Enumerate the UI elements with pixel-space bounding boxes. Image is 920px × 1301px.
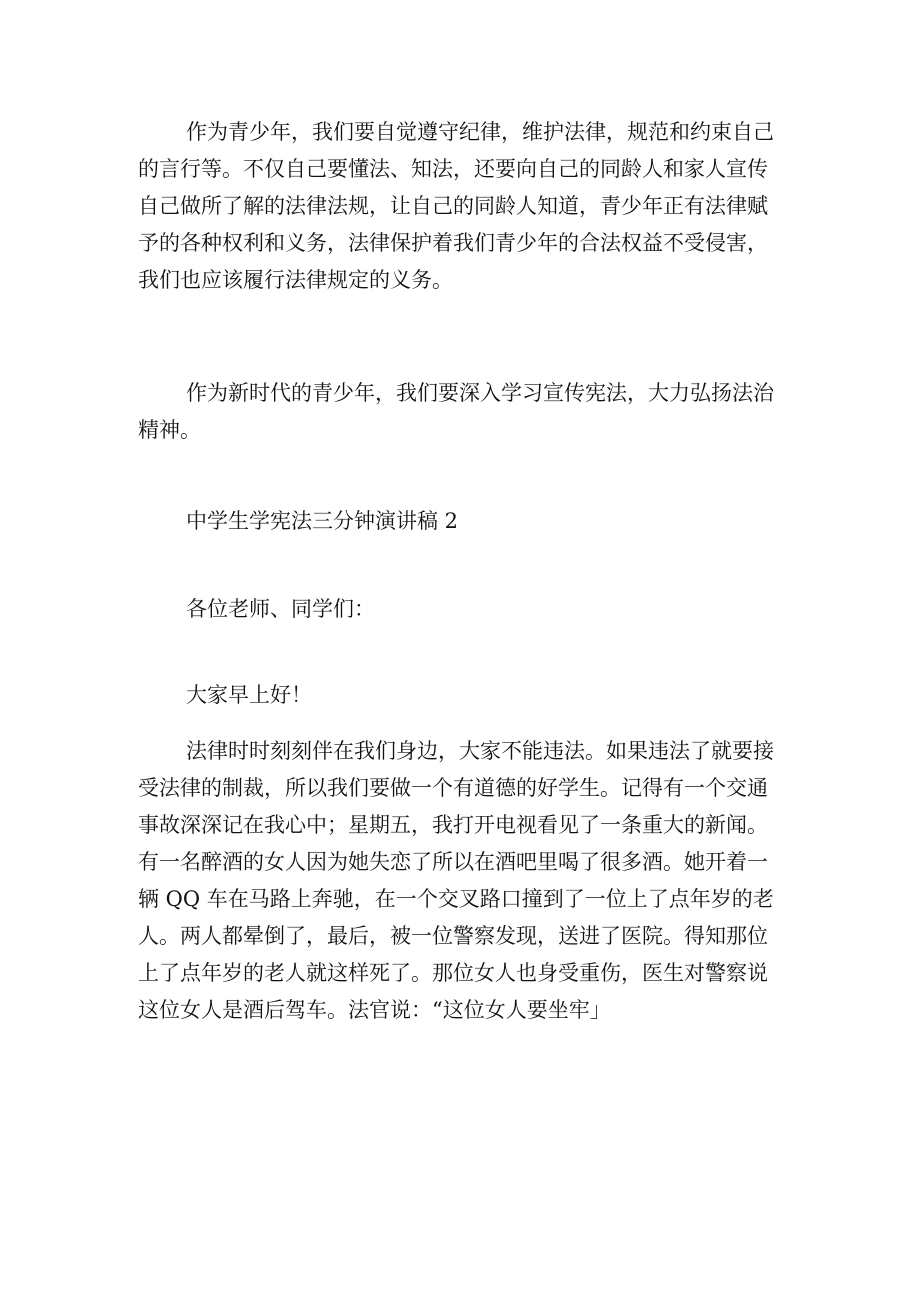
paragraph-line: 这位女人是酒后驾车。法官说：“这位女人要坐牢」: [138, 998, 611, 1022]
paragraph-line: 精神。: [138, 418, 201, 442]
paragraph-line: 有一名醉酒的女人因为她失恋了所以在酒吧里喝了很多酒。她开着一: [138, 850, 768, 874]
paragraph-line: 作为新时代的青少年，我们要深入学习宣传宪法，大力弘扬法治: [186, 381, 774, 405]
section-title-block: [138, 503, 798, 540]
paragraph-line: 法律时时刻刻伴在我们身边，大家不能违法。如果违法了就要接: [186, 739, 774, 763]
paragraph-line: 上了点年岁的老人就这样死了。那位女人也身受重伤，医生对警察说: [138, 961, 768, 985]
paragraph-line: 人。两人都晕倒了，最后，被一位警察发现，送进了医院。得知那位: [138, 924, 768, 948]
paragraph-line: 的言行等。不仅自己要懂法、知法，还要向自己的同龄人和家人宣传: [138, 157, 768, 181]
salutation-block: [138, 677, 798, 714]
paragraph-new-era: [138, 375, 798, 449]
greeting-block: [138, 591, 798, 628]
section-title: 中学生学宪法三分钟演讲稿 2: [186, 509, 459, 533]
paragraph-line: 事故深深记在我心中；星期五，我打开电视看见了一条重大的新闻。: [138, 813, 768, 837]
paragraph-line: 辆 QQ 车在马路上奔驰，在一个交叉路口撞到了一位上了点年岁的老: [138, 887, 774, 911]
greeting: 各位老师、同学们：: [186, 597, 375, 621]
paragraph-story: [138, 733, 798, 1029]
paragraph-line: 自己做所了解的法律法规，让自己的同龄人知道，青少年正有法律赋: [138, 194, 768, 218]
paragraph-line: 予的各种权利和义务，法律保护着我们青少年的合法权益不受侵害，: [138, 231, 768, 255]
salutation: 大家早上好！: [186, 683, 312, 707]
paragraph-line: 作为青少年，我们要自觉遵守纪律，维护法律，规范和约束自己: [186, 120, 774, 144]
paragraph-responsibility: [138, 114, 798, 299]
paragraph-line: 我们也应该履行法律规定的义务。: [138, 268, 453, 292]
paragraph-line: 受法律的制裁，所以我们要做一个有道德的好学生。记得有一个交通: [138, 776, 768, 800]
